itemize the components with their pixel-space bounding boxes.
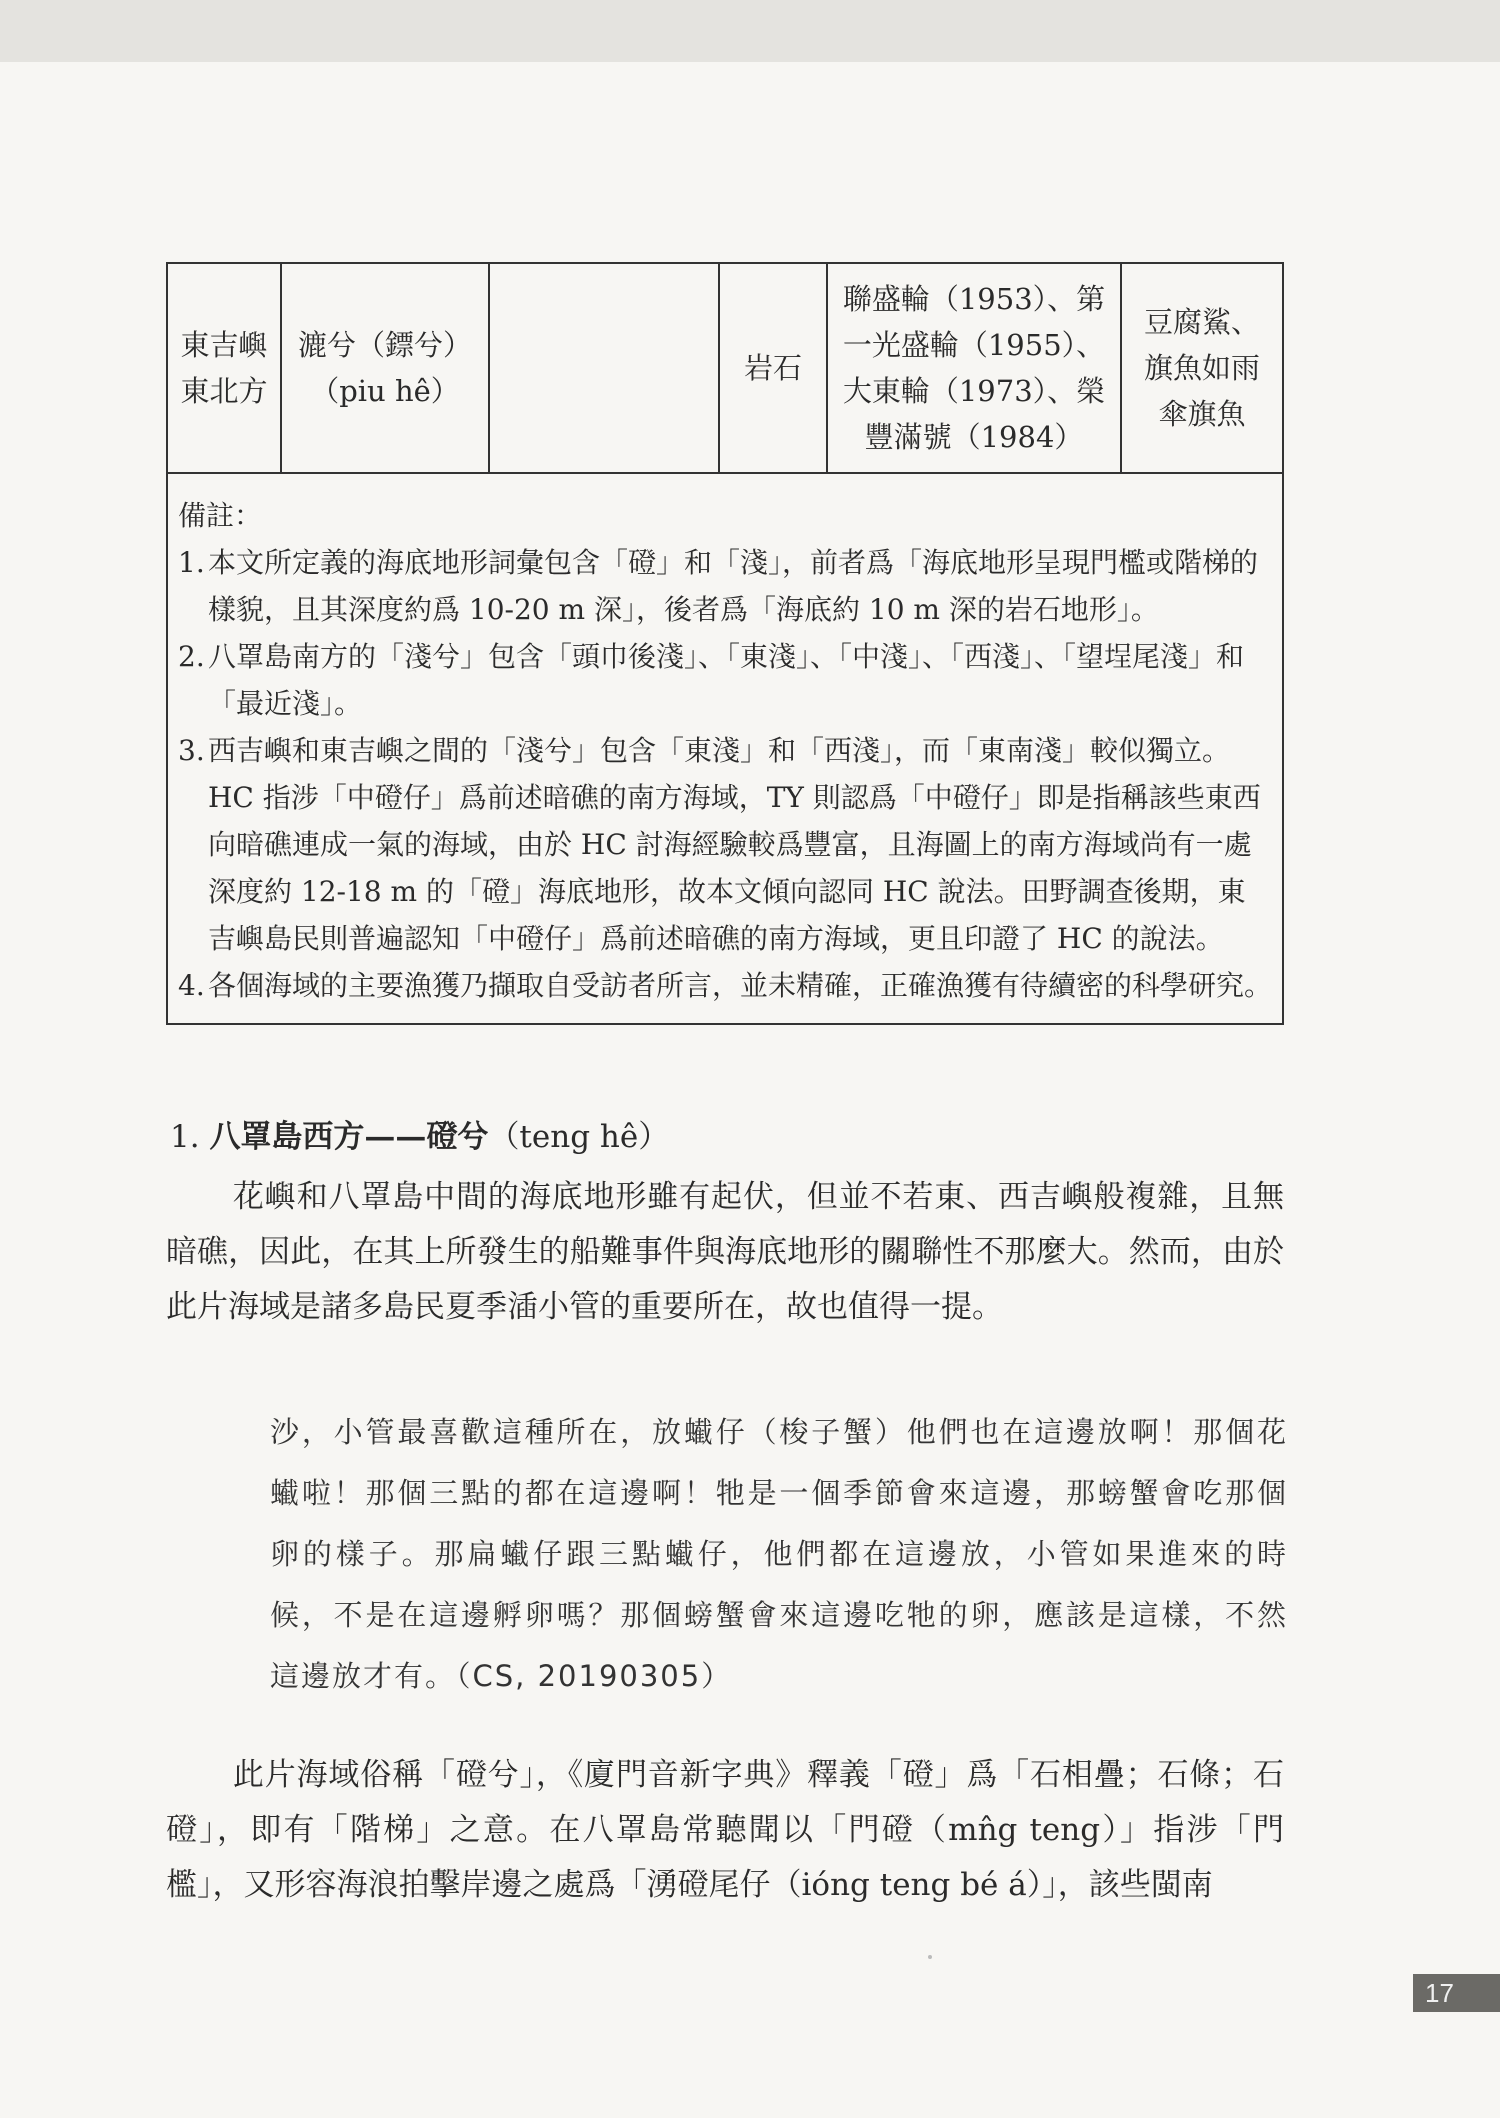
note-text: 各個海域的主要漁獲乃擷取自受訪者所言，並未精確，正確漁獲有待續密的科學研究。 bbox=[208, 969, 1273, 1002]
note-number: 4. bbox=[178, 969, 205, 1002]
section-title: 八罩島西方——磴兮 bbox=[209, 1119, 489, 1155]
note-item bbox=[178, 633, 1272, 727]
cell-location: 東吉嶼東北方 bbox=[167, 263, 281, 473]
page-number: 17 bbox=[1413, 1974, 1500, 2012]
table-row bbox=[167, 263, 1283, 473]
note-item bbox=[178, 727, 1272, 962]
section-number: 1. bbox=[170, 1119, 200, 1155]
section-romanization: （teng hê） bbox=[488, 1119, 670, 1155]
note-item bbox=[178, 539, 1272, 633]
notes-cell bbox=[167, 473, 1283, 1024]
cell-name bbox=[281, 263, 489, 473]
section-heading bbox=[170, 1115, 669, 1159]
notes-list bbox=[178, 539, 1272, 1009]
note-number: 2. bbox=[178, 640, 205, 673]
cell-terrain: 岩石 bbox=[719, 263, 827, 473]
note-number: 3. bbox=[178, 734, 205, 767]
name-romanization: （piu hê） bbox=[310, 374, 460, 408]
note-number: 1. bbox=[178, 546, 205, 579]
body-paragraph-2 bbox=[166, 1748, 1284, 1913]
note-text: 西吉嶼和東吉嶼之間的「淺兮」包含「東淺」和「西淺」，而「東南淺」較似獨立。HC 指涉「中磴仔」爲前述暗礁的南方海域，TY 則認爲「中磴仔」即是指稱該些東西向暗礁連成一氣的海域，由於 HC 討海經驗較爲豐富，且海圖上的南方海域尚有一處深度約 12-18 m 的「磴」海底地形，故本文傾向認同 HC 說法。田野調查後期，東吉嶼島民則普遍認知「中磴仔」爲前述暗礁的南方海域，更且印證了 HC 的說法。 bbox=[208, 734, 1261, 955]
paragraph-1-text: 花嶼和八罩島中間的海底地形雖有起伏，但並不若東、西吉嶼般複雜，且無暗礁，因此，在其上所發生的船難事件與海底地形的關聯性不那麼大。然而，由於此片海域是諸多島民夏季㴙小管的重要所在，故也值得一提。 bbox=[166, 1179, 1284, 1325]
scan-speck bbox=[928, 1955, 932, 1959]
cell-catch: 豆腐鯊、旗魚如雨傘旗魚 bbox=[1121, 263, 1283, 473]
shipwreck-table bbox=[166, 262, 1284, 1025]
cell-shipwrecks: 聯盛輪（1953）、第一光盛輪（1955）、大東輪（1973）、榮豐滿號（1984） bbox=[827, 263, 1121, 473]
cell-empty bbox=[489, 263, 719, 473]
paragraph-2-text: 此片海域俗稱「磴兮」，《廈門音新字典》釋義「磴」爲「石相疊；石條；石磴」，即有「階梯」之意。在八罩島常聽聞以「門磴（mn̂g teng）」指涉「門檻」，又形容海浪拍擊岸邊之處爲「湧磴尾仔（ióng teng bé á）」，該些閩南 bbox=[166, 1757, 1284, 1903]
note-item bbox=[178, 962, 1272, 1009]
note-text: 八罩島南方的「淺兮」包含「頭巾後淺」、「東淺」、「中淺」、「西淺」、「望埕尾淺」和「最近淺」。 bbox=[208, 640, 1245, 720]
body-paragraph-1 bbox=[166, 1170, 1284, 1335]
scan-top-band bbox=[0, 0, 1500, 62]
interview-quote: 沙，小管最喜歡這種所在，放蠘仔（梭子蟹）他們也在這邊放啊！那個花蠘啦！那個三點的都在這邊啊！牠是一個季節會來這邊，那螃蟹會吃那個卵的樣子。那扁蠘仔跟三點蠘仔，他們都在這邊放，小管如果進來的時候，不是在這邊孵卵嗎？那個螃蟹會來這邊吃牠的卵，應該是這樣，不然這邊放才有。（CS, 20190305） bbox=[270, 1415, 1288, 1693]
notes-row bbox=[167, 473, 1283, 1024]
note-text: 本文所定義的海底地形詞彙包含「磴」和「淺」，前者爲「海底地形呈現門檻或階梯的樣貌，且其深度約爲 10-20 m 深」，後者爲「海底約 10 m 深的岩石地形」。 bbox=[208, 546, 1259, 626]
notes-title: 備註： bbox=[178, 499, 263, 532]
name-cn: 漉兮（鏢兮） bbox=[297, 328, 472, 362]
